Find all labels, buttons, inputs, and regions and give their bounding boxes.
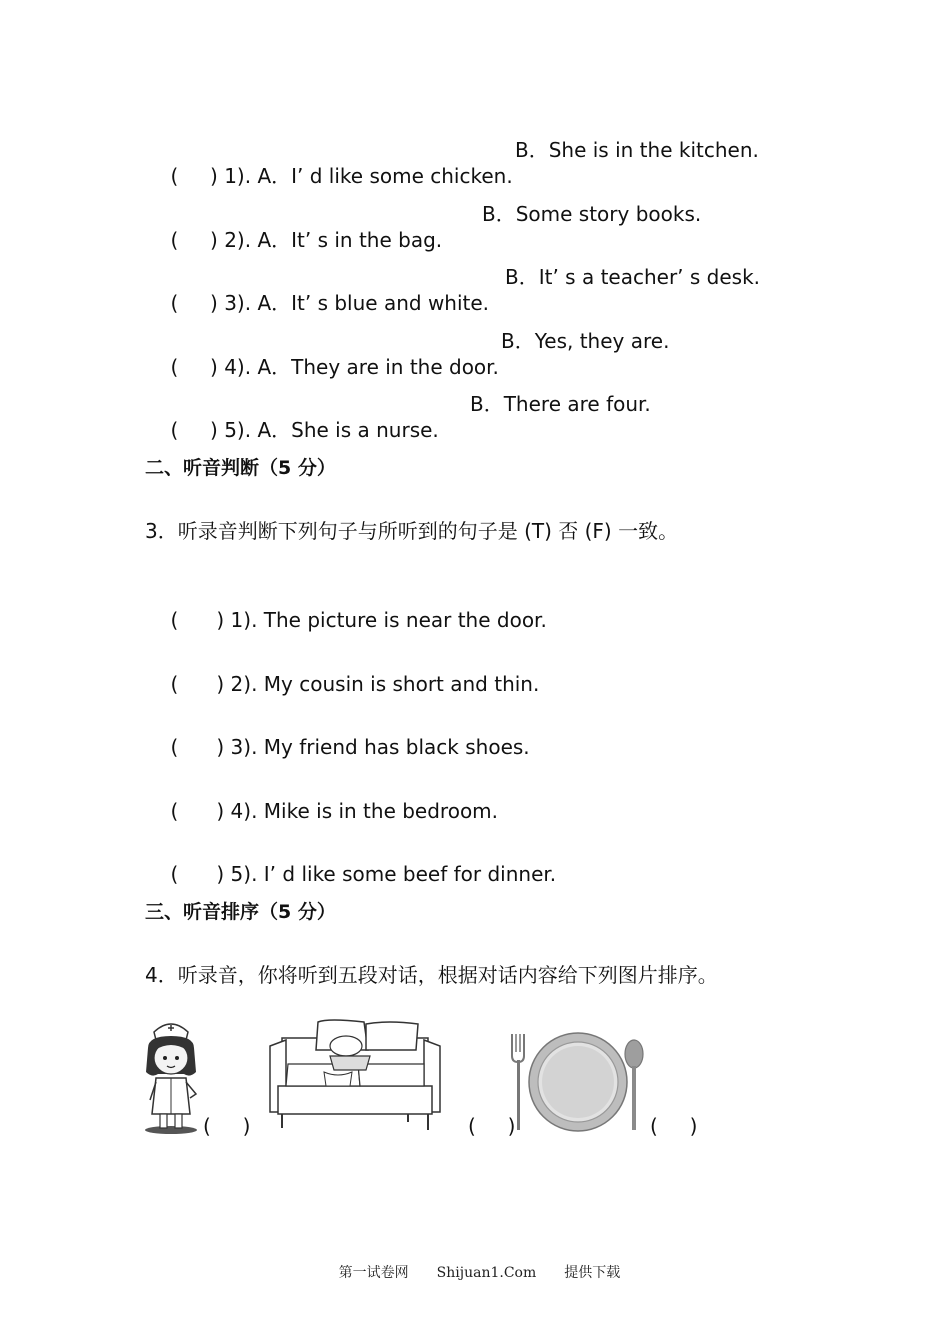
item-text: 3). My friend has black shoes. — [224, 735, 530, 759]
footer-note: 提供下载 — [564, 1265, 621, 1281]
answer-blank[interactable]: ( ) — [170, 355, 218, 379]
answer-blank[interactable]: ( ) — [170, 228, 218, 252]
answer-blank[interactable]: ( ) — [170, 672, 225, 696]
option-a: A．It’ s in the bag. — [257, 228, 443, 252]
nurse-icon — [140, 1018, 202, 1136]
option-a: A．I’ d like some chicken. — [257, 164, 513, 188]
section2-instruction: 3．听录音判断下列句子与所听到的句子是 (T) 否 (F) 一致。 — [145, 519, 679, 543]
answer-blank-picture-2[interactable]: ( ) — [468, 1114, 516, 1138]
item-text: 4). Mike is in the bedroom. — [224, 799, 499, 823]
option-a: A．They are in the door. — [257, 355, 499, 379]
footer-site-url[interactable]: Shijuan1.Com — [436, 1265, 537, 1281]
plate-cutlery-icon — [510, 1030, 646, 1134]
option-a: A．It’ s blue and white. — [257, 291, 490, 315]
item-number: 1). — [217, 164, 258, 188]
item-number: 4). — [217, 355, 258, 379]
answer-blank[interactable]: ( ) — [170, 799, 225, 823]
answer-blank[interactable]: ( ) — [170, 735, 225, 759]
answer-blank[interactable]: ( ) — [170, 862, 225, 886]
section2-heading: 二、听音判断（5 分） — [145, 457, 336, 479]
option-b: B．It’ s a teacher’ s desk. — [505, 265, 761, 289]
section3-instruction: 4．听录音，你将听到五段对话，根据对话内容给下列图片排序。 — [145, 963, 718, 987]
item-text: 2). My cousin is short and thin. — [224, 672, 540, 696]
item-text: 1). The picture is near the door. — [224, 608, 547, 632]
answer-blank-picture-1[interactable]: ( ) — [203, 1114, 251, 1138]
option-b: B．She is in the kitchen. — [515, 138, 759, 162]
answer-blank[interactable]: ( ) — [170, 164, 218, 188]
answer-blank[interactable]: ( ) — [170, 418, 218, 442]
item-number: 3). — [217, 291, 258, 315]
page-footer — [0, 1246, 950, 1282]
option-b: B．There are four. — [470, 392, 651, 416]
option-a: A．She is a nurse. — [257, 418, 439, 442]
option-b: B．Some story books. — [482, 202, 702, 226]
section3-heading: 三、听音排序（5 分） — [145, 901, 336, 923]
item-number: 5). — [217, 418, 258, 442]
answer-blank-picture-3[interactable]: ( ) — [650, 1114, 698, 1138]
item-number: 2). — [217, 228, 258, 252]
item-text: 5). I’ d like some beef for dinner. — [224, 862, 557, 886]
answer-blank[interactable]: ( ) — [170, 291, 218, 315]
option-b: B．Yes, they are. — [501, 329, 670, 353]
answer-blank[interactable]: ( ) — [170, 608, 225, 632]
footer-site-name: 第一试卷网 — [338, 1265, 409, 1281]
sofa-icon — [268, 1016, 442, 1132]
